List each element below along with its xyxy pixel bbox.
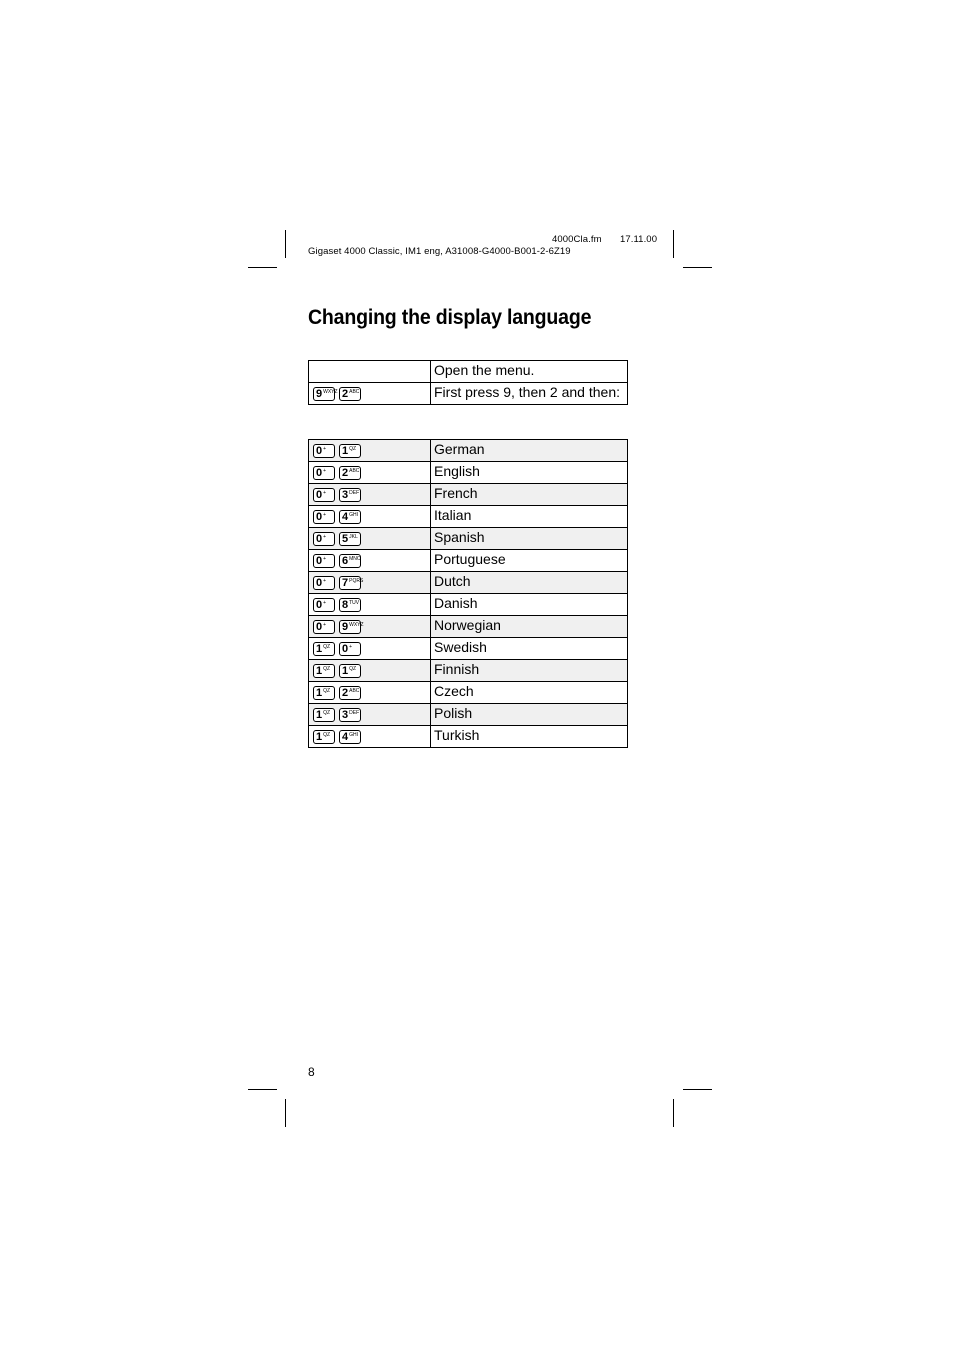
row-label: Italian bbox=[431, 506, 628, 528]
key-sequence bbox=[309, 383, 430, 401]
key-letters: + bbox=[323, 578, 327, 584]
header-filename: 4000Cla.fm bbox=[552, 234, 602, 245]
key-digit: 0 bbox=[316, 445, 323, 457]
key-sequence bbox=[309, 616, 430, 634]
key-sequence bbox=[309, 440, 430, 458]
key-digit: 2 bbox=[342, 687, 349, 699]
key-letters: DEF bbox=[349, 490, 360, 496]
key-sequence bbox=[309, 462, 430, 480]
phone-key-icon bbox=[339, 510, 361, 524]
phone-key-icon bbox=[313, 387, 338, 401]
key-digit: 3 bbox=[342, 709, 349, 721]
key-cell bbox=[309, 594, 431, 616]
key-letters: MNO bbox=[349, 556, 361, 562]
key-sequence bbox=[309, 594, 430, 612]
row-label: Norwegian bbox=[431, 616, 628, 638]
language-table bbox=[308, 439, 628, 748]
key-letters: + bbox=[323, 490, 327, 496]
key-digit: 0 bbox=[316, 489, 323, 501]
language-row bbox=[309, 704, 628, 726]
key-letters: + bbox=[323, 600, 327, 606]
phone-key-icon bbox=[339, 554, 361, 568]
key-digit: 1 bbox=[316, 665, 323, 677]
phone-key-icon bbox=[313, 576, 335, 590]
key-digit: 7 bbox=[342, 577, 349, 589]
key-digit: 0 bbox=[316, 555, 323, 567]
page-title: Changing the display language bbox=[308, 306, 592, 330]
key-sequence bbox=[309, 682, 430, 700]
key-cell bbox=[309, 440, 431, 462]
phone-key-icon bbox=[339, 708, 361, 722]
key-digit: 0 bbox=[316, 467, 323, 479]
phone-key-icon bbox=[313, 686, 335, 700]
key-cell bbox=[309, 462, 431, 484]
key-digit: 1 bbox=[316, 687, 323, 699]
key-cell bbox=[309, 528, 431, 550]
row-label: Finnish bbox=[431, 660, 628, 682]
row-label: Dutch bbox=[431, 572, 628, 594]
language-row bbox=[309, 572, 628, 594]
phone-key-icon bbox=[313, 598, 335, 612]
key-letters: QZ bbox=[323, 644, 331, 650]
key-digit: 3 bbox=[342, 489, 349, 501]
phone-key-icon bbox=[313, 620, 335, 634]
phone-key-icon bbox=[313, 642, 335, 656]
key-cell bbox=[309, 506, 431, 528]
key-sequence bbox=[309, 528, 430, 546]
instruction-row bbox=[309, 361, 628, 383]
row-label: Polish bbox=[431, 704, 628, 726]
key-digit: 8 bbox=[342, 599, 349, 611]
row-label: Open the menu. bbox=[431, 361, 628, 383]
key-letters: + bbox=[323, 622, 327, 628]
key-digit: 1 bbox=[316, 643, 323, 655]
key-letters: ABC bbox=[349, 389, 360, 395]
key-letters: PQRS bbox=[349, 578, 364, 584]
key-digit: 0 bbox=[342, 643, 349, 655]
key-sequence bbox=[309, 572, 430, 590]
intro-table bbox=[308, 360, 628, 405]
row-label: Danish bbox=[431, 594, 628, 616]
key-cell bbox=[309, 361, 431, 383]
key-letters: WXYZ bbox=[323, 389, 338, 395]
crop-mark bbox=[683, 267, 712, 268]
row-label: English bbox=[431, 462, 628, 484]
key-sequence bbox=[309, 660, 430, 678]
crop-mark bbox=[285, 1099, 286, 1127]
key-letters: QZ bbox=[349, 446, 357, 452]
row-label: Spanish bbox=[431, 528, 628, 550]
key-cell bbox=[309, 726, 431, 748]
phone-key-icon bbox=[313, 730, 335, 744]
key-letters: QZ bbox=[349, 666, 357, 672]
key-digit: 0 bbox=[316, 533, 323, 545]
key-digit: 0 bbox=[316, 511, 323, 523]
crop-mark bbox=[683, 1089, 712, 1090]
key-digit: 2 bbox=[342, 388, 349, 400]
key-digit: 0 bbox=[316, 577, 323, 589]
language-row bbox=[309, 484, 628, 506]
row-label: French bbox=[431, 484, 628, 506]
key-cell bbox=[309, 484, 431, 506]
key-letters: + bbox=[323, 556, 327, 562]
phone-key-icon bbox=[339, 466, 361, 480]
header-date: 17.11.00 bbox=[620, 234, 658, 245]
language-row bbox=[309, 616, 628, 638]
phone-key-icon bbox=[339, 576, 364, 590]
key-letters: + bbox=[349, 644, 353, 650]
key-letters: TUV bbox=[349, 600, 360, 606]
phone-key-icon bbox=[339, 642, 361, 656]
language-row bbox=[309, 726, 628, 748]
phone-key-icon bbox=[313, 510, 335, 524]
phone-key-icon bbox=[313, 466, 335, 480]
phone-key-icon bbox=[339, 532, 361, 546]
language-row bbox=[309, 660, 628, 682]
phone-key-icon bbox=[313, 532, 335, 546]
key-digit: 1 bbox=[316, 709, 323, 721]
phone-key-icon bbox=[339, 620, 364, 634]
crop-mark bbox=[673, 1099, 674, 1127]
phone-key-icon bbox=[339, 730, 361, 744]
phone-key-icon bbox=[339, 488, 361, 502]
language-row bbox=[309, 638, 628, 660]
language-row bbox=[309, 682, 628, 704]
key-digit: 6 bbox=[342, 555, 349, 567]
phone-key-icon bbox=[339, 598, 361, 612]
row-label: Portuguese bbox=[431, 550, 628, 572]
key-letters: QZ bbox=[323, 710, 331, 716]
language-row bbox=[309, 528, 628, 550]
key-digit: 5 bbox=[342, 533, 349, 545]
key-letters: + bbox=[323, 512, 327, 518]
phone-key-icon bbox=[339, 387, 361, 401]
key-digit: 0 bbox=[316, 621, 323, 633]
row-label: German bbox=[431, 440, 628, 462]
key-letters: WXYZ bbox=[349, 622, 364, 628]
key-letters: ABC bbox=[349, 688, 360, 694]
key-letters: QZ bbox=[323, 688, 331, 694]
phone-key-icon bbox=[313, 554, 335, 568]
key-letters: QZ bbox=[323, 666, 331, 672]
row-label: Swedish bbox=[431, 638, 628, 660]
phone-key-icon bbox=[339, 686, 361, 700]
row-label: Czech bbox=[431, 682, 628, 704]
row-label: Turkish bbox=[431, 726, 628, 748]
key-sequence bbox=[309, 506, 430, 524]
key-sequence bbox=[309, 704, 430, 722]
language-row bbox=[309, 550, 628, 572]
key-digit: 2 bbox=[342, 467, 349, 479]
key-digit: 1 bbox=[316, 731, 323, 743]
key-letters: + bbox=[323, 468, 327, 474]
crop-mark bbox=[248, 267, 277, 268]
language-row bbox=[309, 506, 628, 528]
key-cell bbox=[309, 550, 431, 572]
row-label: First press 9, then 2 and then: bbox=[431, 383, 628, 405]
key-letters: + bbox=[323, 534, 327, 540]
language-row bbox=[309, 462, 628, 484]
phone-key-icon bbox=[339, 444, 361, 458]
phone-key-icon bbox=[313, 488, 335, 502]
crop-mark bbox=[248, 1089, 277, 1090]
phone-key-icon bbox=[313, 444, 335, 458]
key-sequence bbox=[309, 638, 430, 656]
key-letters: + bbox=[323, 446, 327, 452]
key-cell bbox=[309, 704, 431, 726]
key-letters: ABC bbox=[349, 468, 360, 474]
key-cell bbox=[309, 383, 431, 405]
crop-mark bbox=[673, 230, 674, 258]
language-row bbox=[309, 594, 628, 616]
key-digit: 4 bbox=[342, 511, 349, 523]
crop-mark bbox=[285, 230, 286, 258]
key-sequence bbox=[309, 726, 430, 744]
key-digit: 1 bbox=[342, 665, 349, 677]
key-letters: JKL bbox=[349, 534, 358, 540]
instruction-row bbox=[309, 383, 628, 405]
key-letters: DEF bbox=[349, 710, 360, 716]
key-cell bbox=[309, 682, 431, 704]
phone-key-icon bbox=[313, 708, 335, 722]
key-digit: 0 bbox=[316, 599, 323, 611]
key-cell bbox=[309, 638, 431, 660]
key-digit: 9 bbox=[342, 621, 349, 633]
key-digit: 9 bbox=[316, 388, 323, 400]
language-row bbox=[309, 440, 628, 462]
key-letters: GHI bbox=[349, 732, 359, 738]
key-letters: GHI bbox=[349, 512, 359, 518]
key-cell bbox=[309, 660, 431, 682]
key-cell bbox=[309, 616, 431, 638]
phone-key-icon bbox=[339, 664, 361, 678]
key-cell bbox=[309, 572, 431, 594]
page-number: 8 bbox=[308, 1065, 315, 1079]
header-product: Gigaset 4000 Classic, IM1 eng, A31008-G4000-B001-2-6Z19 bbox=[308, 246, 571, 257]
phone-key-icon bbox=[313, 664, 335, 678]
key-sequence bbox=[309, 550, 430, 568]
key-letters: QZ bbox=[323, 732, 331, 738]
key-digit: 4 bbox=[342, 731, 349, 743]
key-sequence bbox=[309, 484, 430, 502]
key-digit: 1 bbox=[342, 445, 349, 457]
